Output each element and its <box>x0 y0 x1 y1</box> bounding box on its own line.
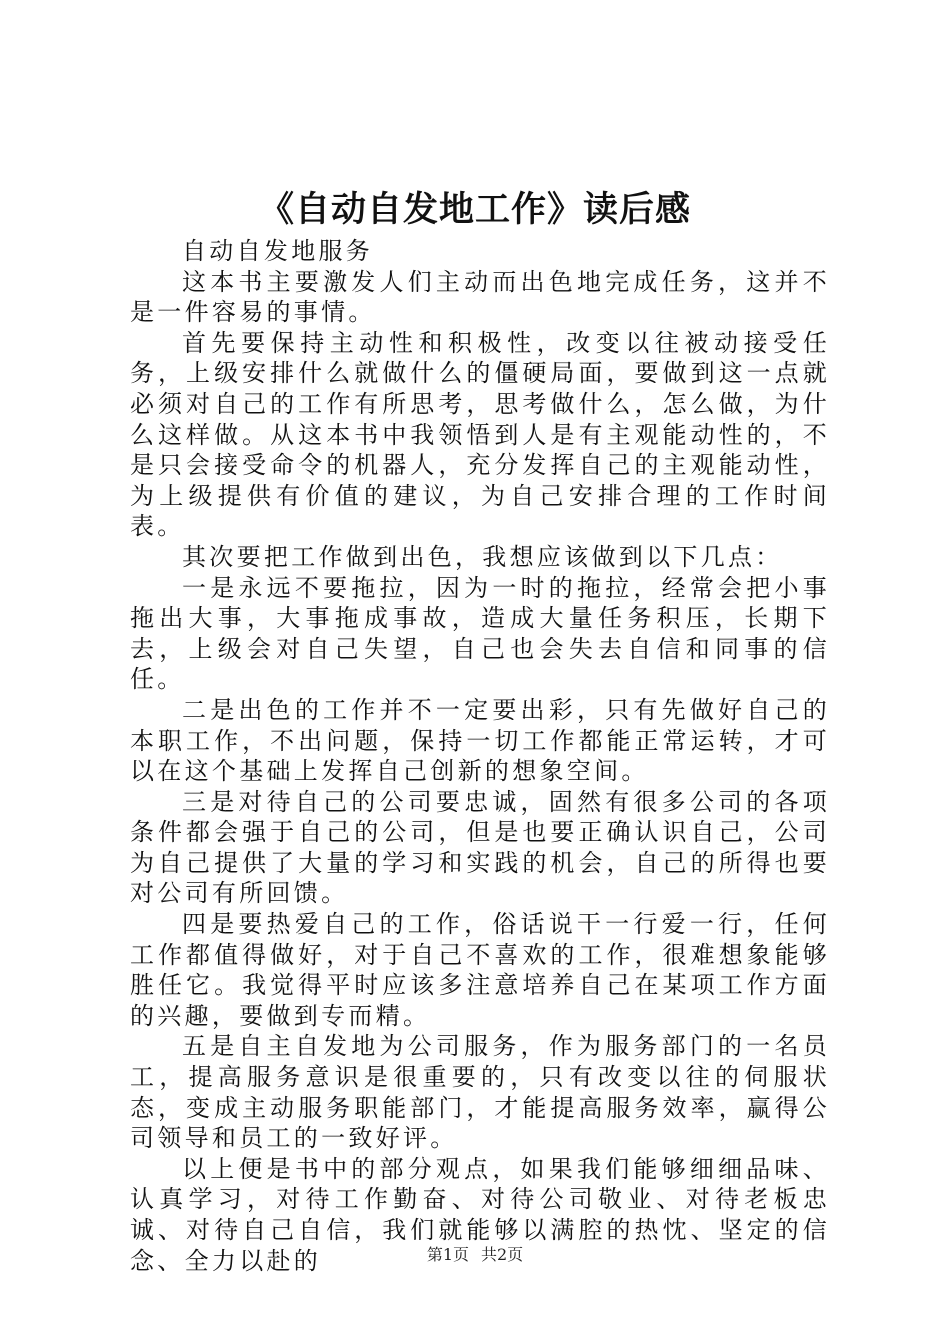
paragraph: 二是出色的工作并不一定要出彩，只有先做好自己的本职工作，不出问题，保持一切工作都能正常运转，才可以在这个基础上发挥自己创新的想象空间。 <box>130 695 830 786</box>
page-number: 第1页 <box>426 1245 469 1264</box>
paragraph: 三是对待自己的公司要忠诚，固然有很多公司的各项条件都会强于自己的公司，但是也要正确认识自己，公司为自己提供了大量的学习和实践的机会，自己的所得也要对公司有所回馈。 <box>130 787 830 908</box>
page-total: 共2页 <box>481 1245 524 1264</box>
paragraph: 首先要保持主动性和积极性，改变以往被动接受任务，上级安排什么就做什么的僵硬局面，要做到这一点就必须对自己的工作有所思考，思考做什么，怎么做，为什么这样做。从这本书中我领悟到人是有主观能动性的，不是只会接受命令的机器人，充分发挥自己的主观能动性，为上级提供有价值的建议，为自己安排合理的工作时间表。 <box>130 328 830 541</box>
document-body <box>130 236 830 1276</box>
paragraph: 四是要热爱自己的工作，俗话说干一行爱一行，任何工作都值得做好，对于自己不喜欢的工作，很难想象能够胜任它。我觉得平时应该多注意培养自己在某项工作方面的兴趣，要做到专而精。 <box>130 910 830 1030</box>
paragraph: 以上便是书中的部分观点，如果我们能够细细品味、认真学习，对待工作勤奋、对待公司敬业、对待老板忠诚、对待自己自信，我们就能够以满腔的热忱、坚定的信念、全力以赴的 <box>130 1154 830 1275</box>
paragraph: 自动自发地服务 <box>182 237 374 265</box>
paragraph: 这本书主要激发人们主动而出色地完成任务，这并不是一件容易的事情。 <box>130 267 830 327</box>
page-footer <box>0 1244 950 1266</box>
paragraph: 一是永远不要拖拉，因为一时的拖拉，经常会把小事拖出大事，大事拖成事故，造成大量任务积压，长期下去，上级会对自己失望，自己也会失去自信和同事的信任。 <box>130 573 830 694</box>
paragraph: 五是自主自发地为公司服务，作为服务部门的一名员工，提高服务意识是很重要的，只有改变以往的伺服状态，变成主动服务职能部门，才能提高服务效率，赢得公司领导和员工的一致好评。 <box>130 1032 830 1153</box>
paragraph: 其次要把工作做到出色，我想应该做到以下几点： <box>182 542 783 571</box>
document-title: 《自动自发地工作》读后感 <box>258 189 691 230</box>
